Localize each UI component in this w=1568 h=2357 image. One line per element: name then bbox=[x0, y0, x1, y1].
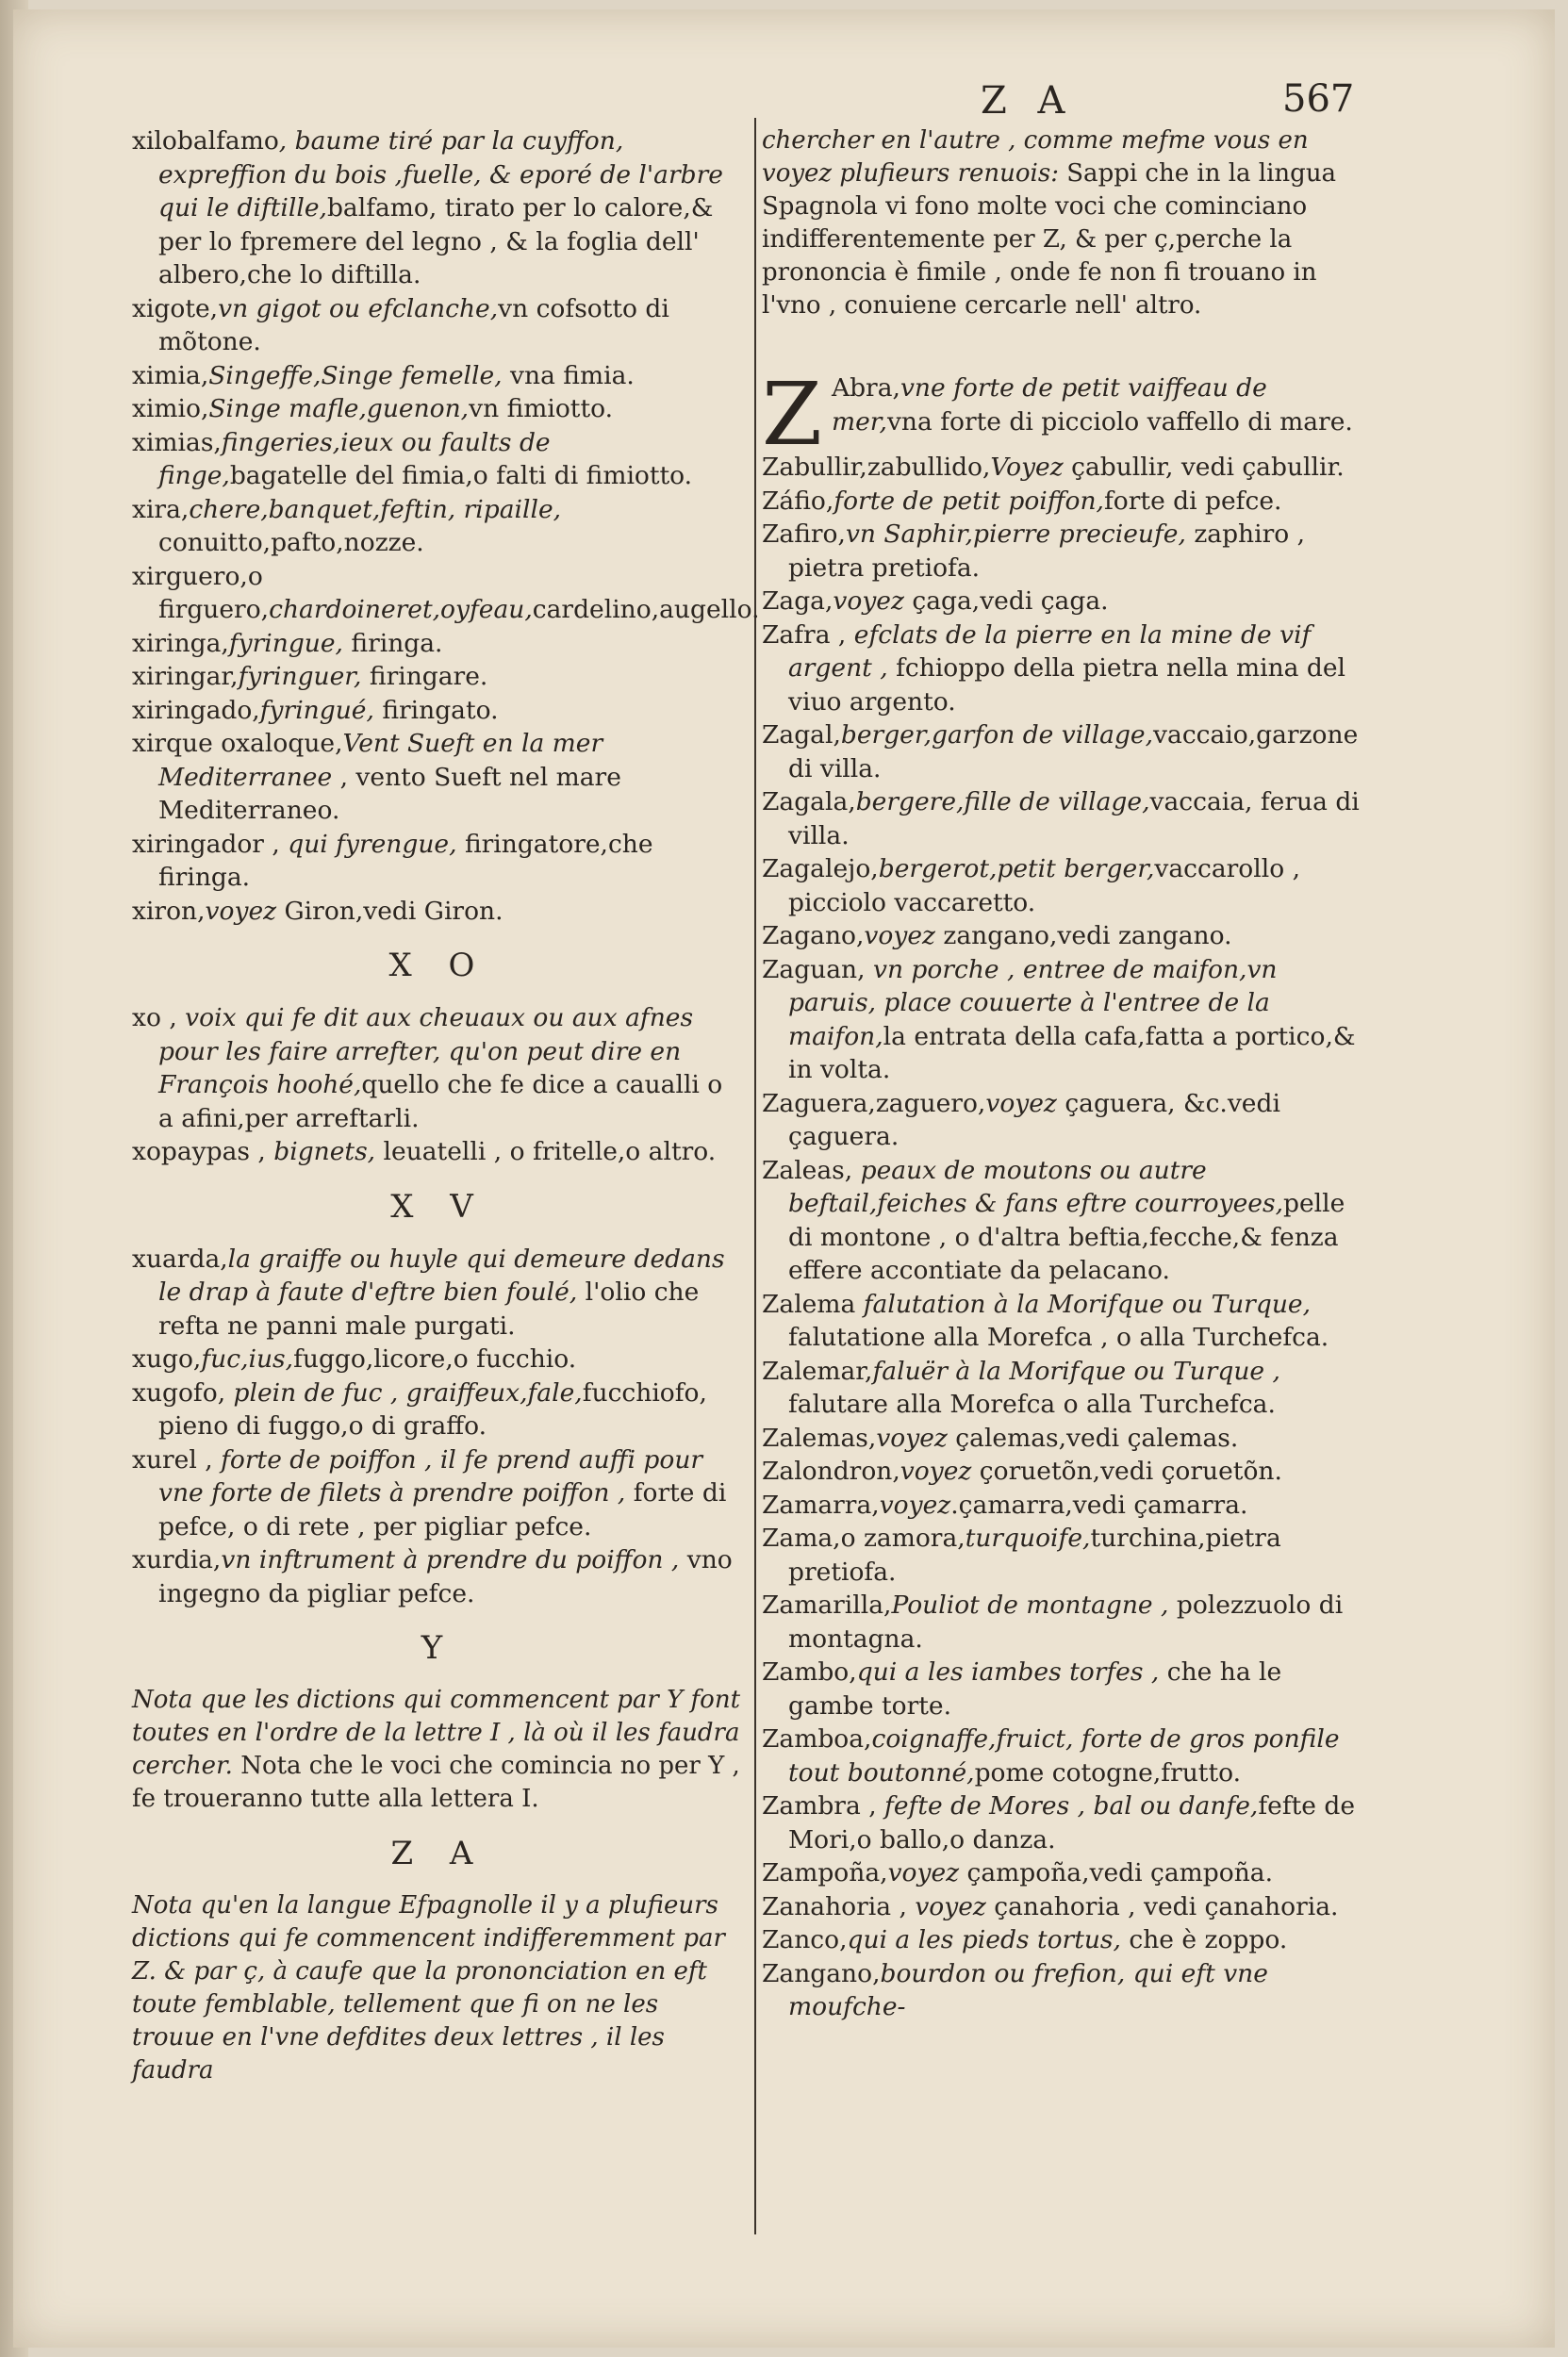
entry-italian: firingato. bbox=[373, 695, 499, 725]
entries-xo bbox=[132, 1001, 745, 1169]
entry-french: berger,garfon de village, bbox=[840, 720, 1154, 750]
entry-italian: pelle di montone , o d'altra beftia,fecche,& fenza effere accontiate da pelacano. bbox=[788, 1189, 1345, 1285]
dictionary-entry bbox=[762, 1722, 1362, 1789]
entry-headword: Zafra , bbox=[762, 619, 854, 650]
dictionary-entry bbox=[762, 1923, 1362, 1957]
entry-headword: Zalemas, bbox=[762, 1423, 877, 1453]
dictionary-entry bbox=[762, 1422, 1362, 1456]
entry-italian: , vento Sueft nel mare Mediterraneo. bbox=[158, 762, 621, 825]
drop-cap-initial: Z bbox=[762, 364, 822, 465]
dictionary-entry bbox=[762, 785, 1362, 852]
note-za-french: Nota qu'en la langue Efpagnolle il y a plufieurs dictions qui fe commencent indifferemment par Z. & par ç, à caufe que la prononciation en eft toute femblable, tellement que fi on ne les trouue en l'vne defdites deux lettres , il les faudra bbox=[132, 1891, 725, 2085]
note-y-french: Nota que les dictions qui commencent par Y font toutes en l'ordre de la lettre I , là où il les faudra cercher. bbox=[132, 1686, 741, 1780]
entry-italian: çampoña,vedi çampoña. bbox=[959, 1858, 1274, 1887]
dictionary-entry bbox=[132, 359, 745, 393]
entry-headword: Zabullir,zabullido, bbox=[762, 453, 991, 482]
entry-italian: che ha le gambe torte. bbox=[788, 1657, 1282, 1721]
section-heading-za: Z A bbox=[390, 1835, 487, 1872]
entry-french: efclats de la pierre en la mine de vif argent , bbox=[788, 619, 1312, 683]
entry-french: turquoife, bbox=[965, 1524, 1091, 1553]
entry-headword: Zaguera,zaguero, bbox=[762, 1088, 986, 1118]
entry-headword: xiringa, bbox=[132, 628, 229, 658]
entry-french: voyez bbox=[985, 1088, 1057, 1118]
entry-italian: conuitto,pafto,nozze. bbox=[158, 528, 424, 557]
entry-italian: vn fimiotto. bbox=[469, 394, 614, 423]
entry-french: voyez bbox=[879, 1490, 951, 1520]
entries-xv bbox=[132, 1243, 745, 1611]
entry-headword: xugofo, bbox=[132, 1377, 234, 1408]
section-heading-xv: X V bbox=[390, 1187, 487, 1226]
entry-french: voyez bbox=[876, 1423, 948, 1453]
entry-french: qui fyrengue, bbox=[288, 829, 457, 859]
entry-italian: che è zoppo. bbox=[1120, 1925, 1288, 1954]
entry-headword: xugo, bbox=[132, 1344, 202, 1374]
entry-headword: Zagal, bbox=[762, 720, 841, 750]
entry-french: fyringue, bbox=[228, 628, 343, 658]
dictionary-entry bbox=[762, 1589, 1362, 1656]
entry-italian: zangano,vedi zangano. bbox=[934, 921, 1232, 950]
entry-french: voyez bbox=[205, 896, 277, 926]
note-y-italian: Nota che le voci che comincia no per Y , fe troueranno tutte alla lettera I. bbox=[132, 1752, 740, 1813]
entry-french: Singe mafle,guenon, bbox=[208, 394, 470, 423]
entry-italian: vaccaia, ferua di villa. bbox=[788, 787, 1360, 850]
entry-headword: Zagalejo, bbox=[762, 854, 879, 883]
dictionary-entry bbox=[762, 1656, 1362, 1722]
dictionary-entry bbox=[132, 694, 745, 728]
entry-headword: xilobalfamo bbox=[132, 126, 279, 156]
entry-headword: Zalema bbox=[762, 1289, 864, 1319]
entry-headword: xiringar, bbox=[132, 662, 239, 691]
entry-zabra bbox=[762, 364, 1362, 465]
dictionary-entry bbox=[132, 1376, 745, 1443]
column-divider bbox=[754, 118, 756, 2234]
dictionary-entry bbox=[132, 627, 745, 661]
entry-french: fyringuer, bbox=[238, 662, 362, 691]
entry-headword: ximia, bbox=[132, 360, 209, 390]
dictionary-entry bbox=[762, 718, 1362, 785]
entry-italian: bagatelle del fimia,o falti di fimiotto. bbox=[229, 461, 693, 490]
entries-z bbox=[762, 451, 1362, 2024]
entry-headword: Zagala, bbox=[762, 787, 856, 816]
entry-french: qui a les pieds tortus, bbox=[847, 1925, 1121, 1954]
entry-italian: balfamo, tirato per lo calore,& per lo fpremere del legno , & la foglia dell' albero,che lo diftilla. bbox=[158, 193, 714, 289]
dictionary-entry bbox=[762, 919, 1362, 953]
right-column bbox=[762, 124, 1362, 2024]
entry-french: bergere,fille de village, bbox=[855, 787, 1150, 816]
entry-headword: xira, bbox=[132, 494, 190, 524]
entry-italian: cardelino,augello. bbox=[532, 595, 760, 624]
entry-headword: Zamarra, bbox=[762, 1490, 880, 1520]
entry-headword: xo , bbox=[132, 1003, 186, 1032]
entry-italian: vna fimia. bbox=[502, 360, 635, 390]
entry-headword: xopaypas , bbox=[132, 1137, 274, 1166]
dictionary-entry bbox=[762, 1455, 1362, 1489]
entry-french: vn porche , entree de maifon,vn paruis, place couuerte à l'entree de la maifon, bbox=[788, 954, 1278, 1051]
entry-french: voyez bbox=[900, 1457, 972, 1486]
entry-italian: falutare alla Morefca o alla Turchefca. bbox=[788, 1390, 1276, 1419]
entry-headword: Zambo, bbox=[762, 1657, 857, 1687]
dictionary-entry bbox=[762, 1522, 1362, 1589]
entry-french: qui a les iambes torfes , bbox=[856, 1657, 1160, 1687]
entry-french: vn Saphir,pierre precieufe, bbox=[845, 519, 1186, 549]
entry-headword: xurel , bbox=[132, 1444, 222, 1475]
entry-headword: Záfio, bbox=[762, 486, 834, 516]
entry-french: chere,banquet,feftin, ripaille, bbox=[189, 494, 562, 524]
entry-headword: Zampoña, bbox=[762, 1858, 888, 1887]
entry-headword: Abra, bbox=[831, 373, 900, 403]
entry-french: coignaffe,fruict, forte de gros ponfile tout boutonné, bbox=[788, 1724, 1340, 1788]
entry-french: chardoineret,oyfeau, bbox=[269, 595, 533, 624]
entry-headword: Zalondron, bbox=[762, 1457, 900, 1486]
dictionary-entry bbox=[132, 1543, 745, 1610]
entry-headword: Zama,o zamora, bbox=[762, 1524, 966, 1553]
entry-italian: vno ingegno da pigliar pefce. bbox=[158, 1545, 733, 1608]
dictionary-entry bbox=[762, 1789, 1362, 1856]
entry-italian: .çamarra,vedi çamarra. bbox=[950, 1490, 1248, 1520]
entry-headword: Zaguan, bbox=[762, 954, 873, 984]
entry-italian: firinga. bbox=[342, 628, 443, 658]
entry-french: vn gigot ou efclanche, bbox=[218, 293, 499, 323]
entry-italian: forte di pefce, o di rete , per pigliar pefce. bbox=[158, 1478, 727, 1541]
entry-french: vne forte de petit vaiffeau de mer, bbox=[831, 373, 1267, 437]
entry-french: faluër à la Morifque ou Turque , bbox=[872, 1356, 1280, 1386]
entry-italian: vaccaio,garzone di villa. bbox=[788, 720, 1359, 783]
entry-italian: leuatelli , o fritelle,o altro. bbox=[375, 1137, 717, 1166]
entry-french: la graiffe ou huyle qui demeure dedans le drap à faute d'eftre bien foulé, bbox=[158, 1244, 725, 1307]
dictionary-entry bbox=[762, 1288, 1362, 1355]
dictionary-entry bbox=[762, 585, 1362, 618]
entry-italian: vaccarollo , picciolo vaccaretto. bbox=[788, 854, 1301, 917]
dictionary-entry bbox=[132, 1343, 745, 1376]
entry-french: voyez bbox=[915, 1891, 986, 1921]
entry-italian: çaga,vedi çaga. bbox=[903, 586, 1109, 616]
dictionary-entry bbox=[132, 727, 745, 828]
note-continued-italian: Sappi che in la lingua Spagnola vi fono molte voci che cominciano indifferentemente per Z, & per ç,perche la prononcia è fimile , onde fe non fi trouano in l'vno , conuiene cercarle nell' altro. bbox=[762, 159, 1337, 320]
dictionary-entry bbox=[132, 895, 745, 929]
dictionary-entry bbox=[132, 1443, 745, 1544]
entry-headword: Zangano, bbox=[762, 1958, 881, 1988]
note-za-continued bbox=[762, 124, 1362, 322]
dictionary-entry bbox=[762, 451, 1362, 485]
entries-x bbox=[132, 124, 760, 928]
entry-headword: xiringado, bbox=[132, 695, 260, 725]
entry-french: voyez bbox=[887, 1858, 960, 1887]
entry-headword: ximio, bbox=[132, 394, 209, 423]
entry-french: peaux de moutons ou autre beftail,feiches & fans eftre courroyees, bbox=[788, 1155, 1283, 1218]
dictionary-entry bbox=[132, 392, 745, 426]
section-heading-y: Y bbox=[421, 1629, 456, 1667]
dictionary-entry bbox=[132, 1001, 745, 1135]
dictionary-entry bbox=[132, 560, 760, 627]
entry-italian: l'olio che refta ne panni male purgati. bbox=[158, 1277, 700, 1341]
entry-french: fingeries,ieux ou faults de finge, bbox=[158, 427, 551, 490]
entry-italian: çalemas,vedi çalemas. bbox=[947, 1423, 1239, 1453]
entry-french: fyringué, bbox=[259, 695, 374, 725]
dictionary-entry bbox=[762, 485, 1362, 519]
dictionary-entry bbox=[132, 426, 745, 493]
entry-headword: xirque oxaloque, bbox=[132, 729, 343, 758]
dictionary-entry bbox=[762, 1489, 1362, 1523]
entry-french: Pouliot de montagne , bbox=[891, 1591, 1169, 1620]
entry-french: Vent Sueft en la mer Mediterranee bbox=[158, 729, 603, 792]
entry-italian: çanahoria , vedi çanahoria. bbox=[985, 1891, 1339, 1921]
dictionary-entry bbox=[132, 493, 745, 560]
entry-french: voix qui fe dit aux cheuaux ou aux afnes pour les faire arrefter, qu'on peut dire en François hoohé, bbox=[158, 1003, 694, 1099]
dictionary-entry bbox=[762, 1856, 1362, 1890]
entry-french: Voyez bbox=[990, 453, 1064, 482]
entry-italian: fchioppo della pietra nella mina del viuo argento. bbox=[788, 653, 1345, 717]
entry-italian: firingatore,che firinga. bbox=[158, 829, 653, 892]
running-head: Z A bbox=[981, 79, 1075, 123]
entry-italian: Giron,vedi Giron. bbox=[276, 896, 503, 926]
entry-french: voyez bbox=[864, 921, 935, 950]
entry-french: bourdon ou frefion, qui eft vne moufche- bbox=[788, 1958, 1268, 2021]
dictionary-entry bbox=[762, 1957, 1362, 2024]
entry-italian: la entrata della cafa,fatta a portico,& in volta. bbox=[788, 1021, 1356, 1084]
entry-headword: Zaga, bbox=[762, 586, 834, 616]
entry-italian: vn cofsotto di mõtone. bbox=[158, 293, 669, 356]
dictionary-entry bbox=[762, 1355, 1362, 1422]
entry-french: fefte de Mores , bal ou danfe, bbox=[884, 1791, 1259, 1821]
entry-headword: Zafiro, bbox=[762, 519, 846, 549]
entry-italian: fucchiofo, pieno di fuggo,o di graffo. bbox=[158, 1377, 707, 1441]
entry-french: forte de petit poiffon, bbox=[834, 486, 1104, 516]
entry-italian: firingare. bbox=[361, 662, 488, 691]
entry-headword: xirguero,o firguero, bbox=[132, 561, 270, 624]
entry-italian: vna forte di picciolo vaffello di mare. bbox=[886, 406, 1353, 437]
note-continued-french: chercher en l'autre , comme mefme vous en voyez plufieurs renuois: bbox=[762, 126, 1309, 188]
entry-italian: polezzuolo di montagna. bbox=[788, 1591, 1344, 1654]
dictionary-entry bbox=[132, 292, 745, 359]
entry-headword: ximias, bbox=[132, 427, 222, 457]
dictionary-entry bbox=[762, 1154, 1362, 1288]
entry-french: voyez bbox=[833, 586, 904, 616]
entry-headword: xurdia, bbox=[132, 1545, 222, 1574]
dictionary-entry bbox=[132, 1243, 745, 1343]
entry-headword: Zambra , bbox=[762, 1791, 885, 1821]
section-heading-xo: X O bbox=[388, 947, 488, 984]
entry-french: plein de fuc , graiffeux,fale, bbox=[233, 1377, 583, 1408]
entry-italian: çabullir, vedi çabullir. bbox=[1063, 453, 1345, 482]
entry-italian: quello che fe dice a caualli o a afini,per arreftarli. bbox=[158, 1070, 723, 1133]
entry-italian: falutatione alla Morefca , o alla Turchefca. bbox=[788, 1323, 1329, 1352]
note-y bbox=[132, 1684, 745, 1816]
entry-headword: Zanahoria , bbox=[762, 1891, 916, 1921]
entry-italian: çaguera, &c.vedi çaguera. bbox=[788, 1088, 1280, 1151]
entry-italian: forte di pefce. bbox=[1103, 486, 1282, 516]
dictionary-entry bbox=[132, 124, 745, 292]
dictionary-entry bbox=[132, 660, 745, 694]
entry-headword: Zaleas, bbox=[762, 1155, 861, 1185]
entry-french: Singeffe,Singe femelle, bbox=[208, 360, 503, 390]
entry-headword: xuarda, bbox=[132, 1244, 228, 1274]
entry-headword: xigote, bbox=[132, 293, 219, 323]
dictionary-entry bbox=[762, 618, 1362, 719]
entry-french: bignets, bbox=[273, 1137, 376, 1166]
entry-headword: Zagano, bbox=[762, 921, 865, 950]
entry-headword: Zalemar, bbox=[762, 1356, 873, 1386]
entry-italian: turchina,pietra pretiofa. bbox=[788, 1524, 1281, 1587]
entry-italian: fefte de Mori,o ballo,o danza. bbox=[788, 1791, 1356, 1854]
note-za bbox=[132, 1889, 745, 2087]
dictionary-entry bbox=[762, 518, 1362, 585]
entry-french: bergerot,petit berger, bbox=[878, 854, 1155, 883]
entry-french: fuc,ius, bbox=[201, 1344, 294, 1374]
entry-french: vn inftrument à prendre du poiffon , bbox=[221, 1545, 680, 1574]
entry-headword: Zamboa, bbox=[762, 1724, 872, 1754]
left-column bbox=[132, 124, 760, 2087]
dictionary-entry bbox=[762, 953, 1362, 1087]
entry-french: , baume tiré par la cuyffon, expreffion du bois ,fuelle, & eporé de l'arbre qui le diftille, bbox=[158, 126, 723, 223]
dictionary-entry bbox=[132, 1135, 745, 1169]
dictionary-entry bbox=[762, 1087, 1362, 1154]
entry-headword: Zamarilla, bbox=[762, 1591, 892, 1620]
entry-italian: fuggo,licore,o fucchio. bbox=[293, 1344, 577, 1374]
entry-headword: xiron, bbox=[132, 896, 206, 926]
entry-french: forte de poiffon , il fe prend auffi pour vne forte de filets à prendre poiffon , bbox=[158, 1444, 703, 1508]
entry-french: falutation à la Morifque ou Turque, bbox=[863, 1289, 1311, 1319]
entry-italian: çoruetõn,vedi çoruetõn. bbox=[971, 1457, 1282, 1486]
entry-headword: xiringador , bbox=[132, 829, 289, 859]
dictionary-entry bbox=[132, 828, 745, 895]
entry-italian: pome cotogne,frutto. bbox=[974, 1757, 1242, 1788]
dictionary-entry bbox=[762, 852, 1362, 919]
entry-italian: zaphiro , pietra pretiofa. bbox=[788, 519, 1306, 583]
page-number: 567 bbox=[1282, 77, 1355, 121]
entry-headword: Zanco, bbox=[762, 1925, 848, 1954]
dictionary-entry bbox=[762, 1890, 1362, 1924]
